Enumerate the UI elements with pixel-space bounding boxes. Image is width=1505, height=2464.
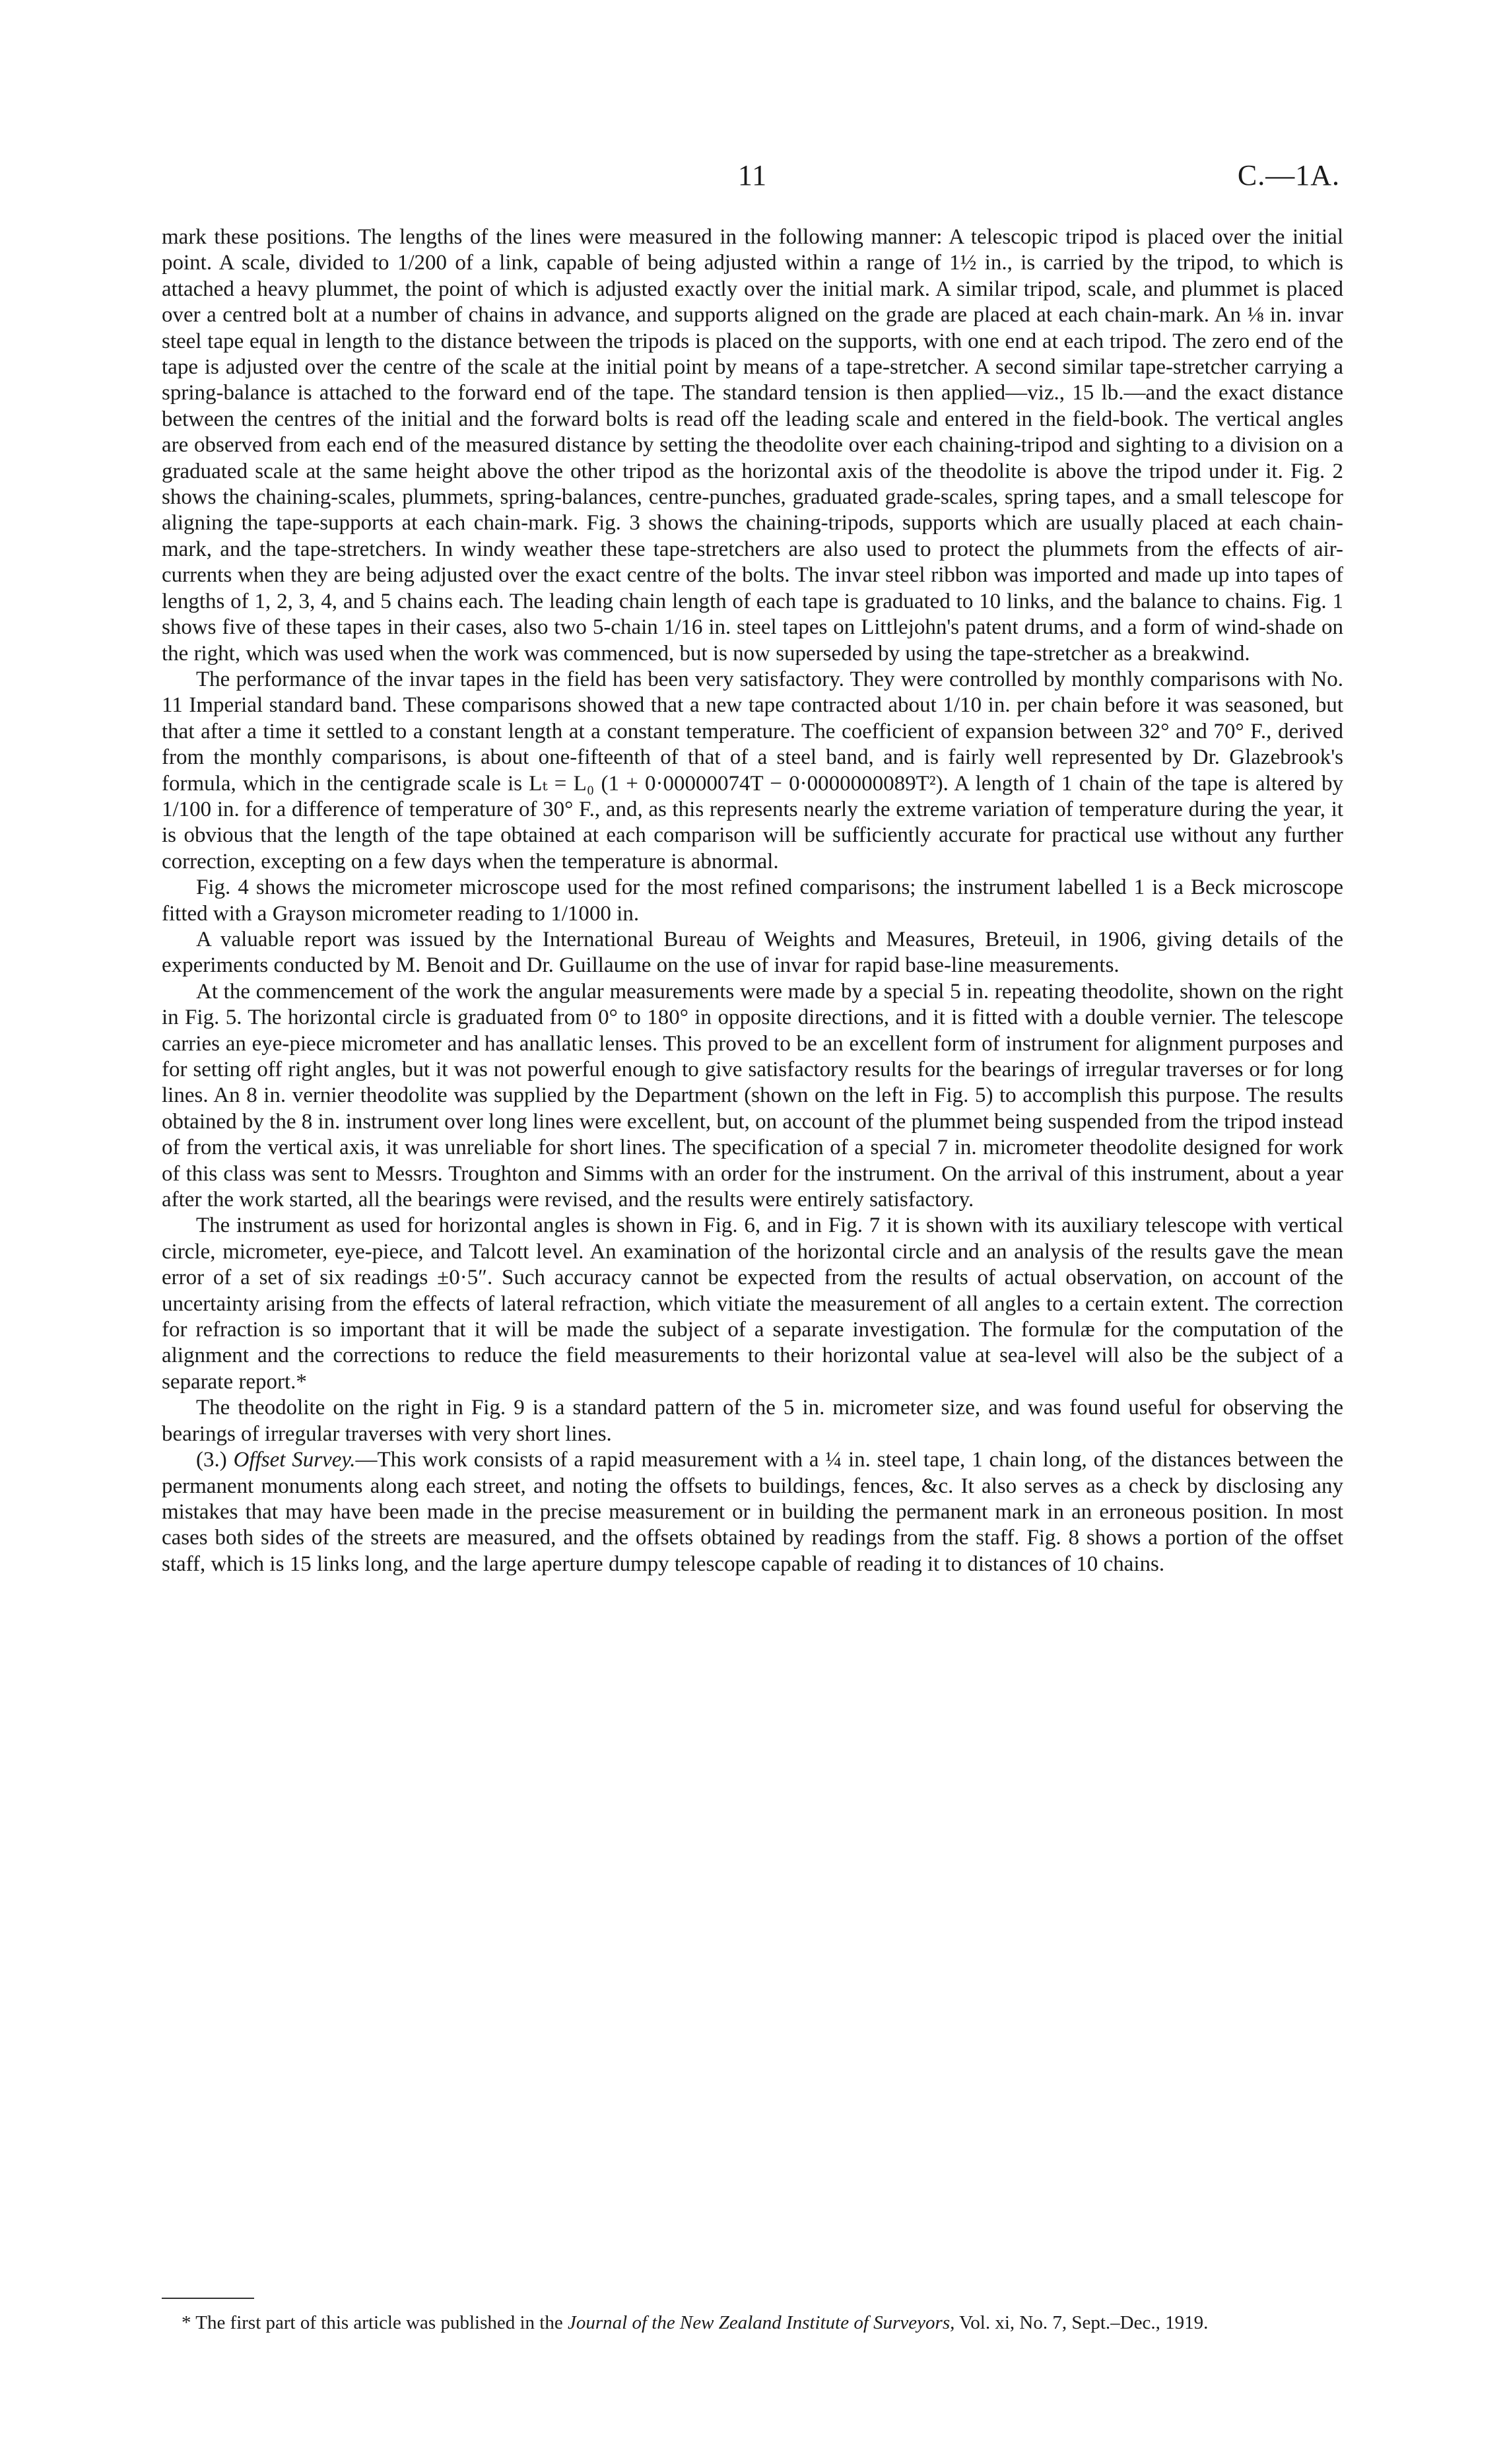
paragraph-2: The performance of the invar tapes in the field has been very satisfactory. They were controlled by monthly comparisons with No. 11 Imperial standard band. These comparisons showed that a new tape contracted about 1/10 in. per chain before it was seasoned, but that after a time it settled to a constant length at a constant temperature. The coefficient of expansion between 32° and 70° F., derived from the monthly comparisons, is about one-fifteenth of that of a steel band, and is fairly well represented by Dr. Glazebrook's formula, which in the centigrade scale is Lₜ = L₀ (1 + 0·00000074T − 0·0000000089T²). A length of 1 chain of the tape is altered by 1/100 in. for a difference of temperature of 30° F., and, as this represents nearly the extreme variation of temperature during the year, it is obvious that the length of the tape obtained at each comparison will be sufficiently accurate for practical use without any further correction, excepting on a few days when the temperature is abnormal. <box>162 667 1343 873</box>
paragraph-1: mark these positions. The lengths of the lines were measured in the following manner: A telescopic tripod is placed over the initial point. A scale, divided to 1/200 of a link, capable of being adjusted within a range of 1½ in., is carried by the tripod, to which is attached a heavy plummet, the point of which is adjusted exactly over the initial mark. A similar tripod, scale, and plummet is placed over a centred bolt at a number of chains in advance, and supports aligned on the grade are placed at each chain-mark. An ⅛ in. invar steel tape equal in length to the distance between the tripods is placed on the supports, with one end at each tripod. The zero end of the tape is adjusted over the centre of the scale at the initial point by means of a tape-stretcher. A second similar tape-stretcher carrying a spring-balance is attached to the forward end of the tape. The standard tension is then applied—viz., 15 lb.—and the exact distance between the centres of the initial and the forward bolts is read off the leading scale and entered in the field-book. The vertical angles are observed from each end of the measured distance by setting the theodolite over each chaining-tripod and sighting to a division on a graduated scale at the same height above the other tripod as the horizontal axis of the theodolite is above the tripod under it. Fig. 2 shows the chaining-scales, plummets, spring-balances, centre-punches, graduated grade-scales, spring tapes, and a small telescope for aligning the tape-supports at each chain-mark. Fig. 3 shows the chaining-tripods, supports which are usually placed at each chain-mark, and the tape-stretchers. In windy weather these tape-stretchers are also used to protect the plummets from the effects of air-currents when they are being adjusted over the exact centre of the bolts. The invar steel ribbon was imported and made up into tapes of lengths of 1, 2, 3, 4, and 5 chains each. The leading chain length of each tape is graduated to 10 links, and the balance to chains. Fig. 1 shows five of these tapes in their cases, also two 5-chain 1/16 in. steel tapes on Littlejohn's patent drums, and a form of wind-shade on the right, which was used when the work was commenced, but is now superseded by using the tape-stretcher as a breakwind. <box>162 225 1343 666</box>
paragraph-7: The theodolite on the right in Fig. 9 is a standard pattern of the 5 in. micrometer size, and was found useful for observing the bearings of irregular traverses with very short lines. <box>162 1396 1343 1446</box>
paragraph-4: A valuable report was issued by the International Bureau of Weights and Measures, Breteuil, in 1906, giving details of the experiments conducted by M. Benoit and Dr. Guillaume on the use of invar for rapid base-line measurements. <box>162 927 1343 978</box>
section-body: —This work consists of a rapid measurement with a ¼ in. steel tape, 1 chain long, of the distances between the permanent monuments along each street, and noting the offsets to buildings, fences, &c. It also serves as a check by disclosing any mistakes that may have been made in the precise measurement or in building the permanent mark in an erroneous position. In most cases both sides of the streets are measured, and the offsets obtained by readings from the staff. Fig. 8 shows a portion of the offset staff, which is 15 links long, and the large aperture dumpy telescope capable of reading it to distances of 10 chains. <box>162 1448 1343 1576</box>
document-reference: C.—1A. <box>1237 159 1340 191</box>
footnote-lead: * The first part of this article was published in the <box>182 2312 568 2333</box>
footnote <box>162 2311 1343 2335</box>
section-heading: Offset Survey. <box>233 1448 356 1472</box>
page-number: 11 <box>737 159 768 191</box>
paragraph-6: The instrument as used for horizontal angles is shown in Fig. 6, and in Fig. 7 it is shown with its auxiliary telescope with vertical circle, micrometer, eye-piece, and Talcott level. An examination of the horizontal circle and an analysis of the results gave the mean error of a set of six readings ±0·5″. Such accuracy cannot be expected from the results of actual observation, on account of the uncertainty arising from the effects of lateral refraction, which vitiate the measurement of all angles to a certain extent. The correction for refraction is so important that it will be made the subject of a separate investigation. The formulæ for the computation of the alignment and the corrections to reduce the field measurements to their horizontal value at sea-level will also be the subject of a separate report.* <box>162 1214 1343 1394</box>
paragraph-8 <box>162 1447 1343 1577</box>
footnote-divider <box>162 2298 254 2299</box>
footnote-journal: Journal of the New Zealand Institute of Surveyors, <box>567 2312 955 2333</box>
body-text <box>162 224 1343 1577</box>
section-number: (3.) <box>196 1448 234 1472</box>
paragraph-3: Fig. 4 shows the micrometer microscope used for the most refined comparisons; the instrument labelled 1 is a Beck microscope fitted with a Grayson micrometer reading to 1/1000 in. <box>162 875 1343 926</box>
paragraph-5: At the commencement of the work the angular measurements were made by a special 5 in. repeating theodolite, shown on the right in Fig. 5. The horizontal circle is graduated from 0° to 180° in opposite directions, and it is fitted with a double vernier. The telescope carries an eye-piece micrometer and has anallatic lenses. This proved to be an excellent form of instrument for alignment purposes and for setting off right angles, but it was not powerful enough to give satisfactory results for the bearings of irregular traverses or for long lines. An 8 in. vernier theodolite was supplied by the Department (shown on the left in Fig. 5) to accomplish this purpose. The results obtained by the 8 in. instrument over long lines were excellent, but, on account of the plummet being suspended from the tripod instead of from the vertical axis, it was unreliable for short lines. The specification of a special 7 in. micrometer theodolite designed for work of this class was sent to Messrs. Troughton and Simms with an order for the instrument. On the arrival of this instrument, about a year after the work started, all the bearings were revised, and the results were entirely satisfactory. <box>162 979 1343 1212</box>
footnote-tail: Vol. xi, No. 7, Sept.–Dec., 1919. <box>954 2312 1209 2333</box>
footnote-text <box>162 2311 1343 2335</box>
